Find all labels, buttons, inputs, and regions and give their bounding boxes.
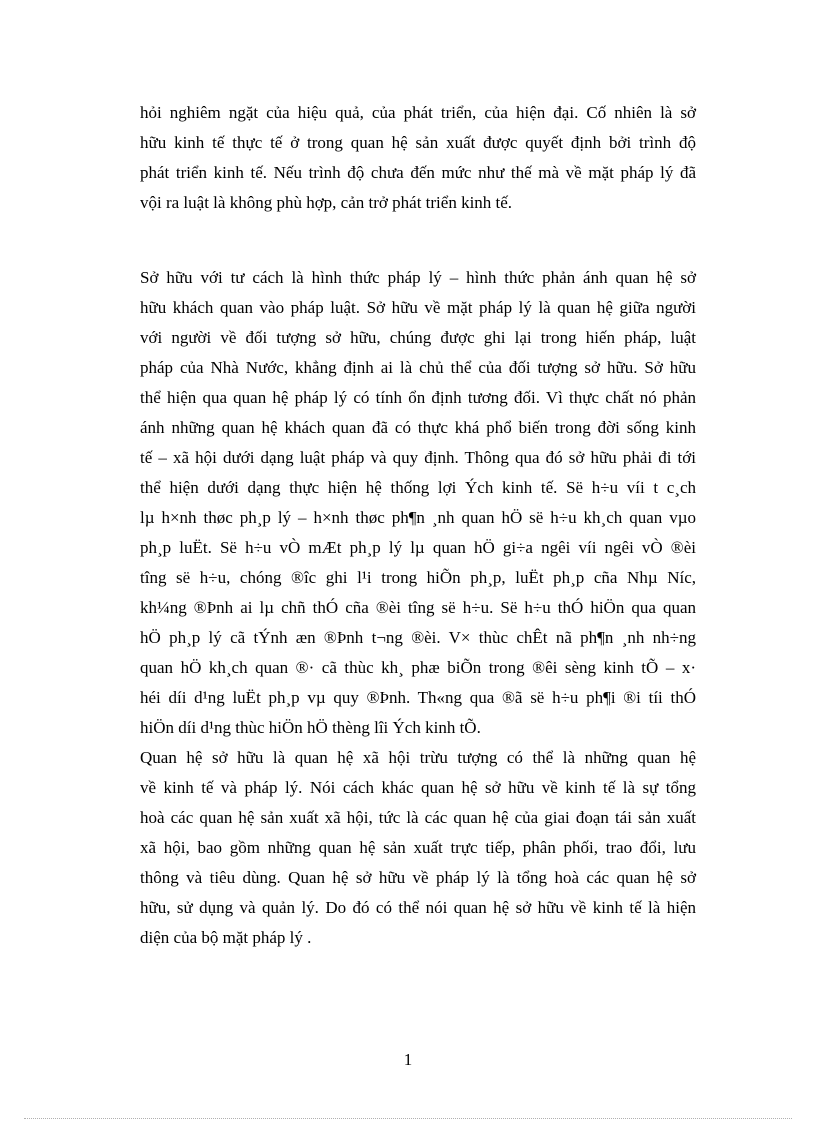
text-line: tîng së h÷u, chóng ®îc ghi l¹i trong hiÕn ph¸p, luËt ph¸p cña Nhµ Níc, xyxy=(140,568,696,587)
text-line: Quan hệ sở hữu là quan hệ xã hội trừu tượng có thể là những quan hệ xyxy=(140,748,696,767)
paragraph-1 xyxy=(140,98,696,218)
text-line: thông và tiêu dùng. Quan hệ sở hữu về pháp lý là tổng hoà các quan hệ sở xyxy=(140,868,696,887)
text-line: hỏi nghiêm ngặt của hiệu quả, của phát triển, của hiện đại. Cố nhiên là sở xyxy=(140,103,696,122)
text-line: thể hiện dưới dạng thực hiện hệ thống lợi Ých kinh tế. Së h÷u víi t c¸ch xyxy=(140,478,696,497)
text-line: Sở hữu với tư cách là hình thức pháp lý – hình thức phản ánh quan hệ sở xyxy=(140,268,696,287)
page-number: 1 xyxy=(403,1050,413,1069)
page-bottom-rule xyxy=(24,1118,792,1119)
text-line: héi díi d¹ng luËt ph¸p vµ quy ®Þnh. Th«ng qua ®ã së h÷u ph¶i ®i tíi thÓ xyxy=(140,688,696,707)
text-line: thể hiện qua quan hệ pháp lý có tính ổn định tương đối. Vì thực chất nó phản xyxy=(140,388,696,407)
text-line: diện của bộ mặt pháp lý . xyxy=(140,928,312,947)
text-line: vội ra luật là không phù hợp, cản trở phát triển kinh tế. xyxy=(140,193,513,212)
text-line: ph¸p luËt. Së h÷u vÒ mÆt ph¸p lý lµ quan hÖ gi÷a ngêi víi ngêi vÒ ®èi xyxy=(140,538,696,557)
text-line: hiÖn díi d¹ng thùc hiÖn hÖ thèng lîi Ých kinh tÕ. xyxy=(140,718,481,737)
text-line: hÖ ph¸p lý cã tÝnh æn ®Þnh t¬ng ®èi. V× thùc chÊt nã ph¶n ¸nh nh÷ng xyxy=(140,628,696,647)
paragraph-2 xyxy=(140,263,696,743)
text-line: ánh những quan hệ khách quan đã có thực khá phổ biến trong đời sống kinh xyxy=(140,418,696,437)
text-line: pháp của Nhà Nước, khẳng định ai là chủ thể của đối tượng sở hữu. Sở hữu xyxy=(140,358,696,377)
text-line: xã hội, bao gồm những quan hệ sản xuất trực tiếp, phân phối, trao đổi, lưu xyxy=(140,838,696,857)
text-line: hữu, sử dụng và quản lý. Do đó có thể nói quan hệ sở hữu về kinh tế là hiện xyxy=(140,898,696,917)
text-line: quan hÖ kh¸ch quan ®· cã thùc kh¸ phæ biÕn trong ®êi sèng kinh tÕ – x· xyxy=(140,658,696,677)
text-line: hoà các quan hệ sản xuất xã hội, tức là các quan hệ của giai đoạn tái sản xuất xyxy=(140,808,696,827)
text-line: tế – xã hội dưới dạng luật pháp và quy định. Thông qua đó sở hữu phải đi tới xyxy=(140,448,696,467)
text-line: về kinh tế và pháp lý. Nói cách khác quan hệ sở hữu về kinh tế là sự tổng xyxy=(140,778,696,797)
text-line: phát triển kinh tế. Nếu trình độ chưa đến mức như thế mà về mặt pháp lý đã xyxy=(140,163,696,182)
text-line: với người về đối tượng sở hữu, chúng được ghi lại trong hiến pháp, luật xyxy=(140,328,696,347)
paragraph-3 xyxy=(140,743,696,953)
text-line: kh¼ng ®Þnh ai lµ chñ thÓ cña ®èi tîng së h÷u. Së h÷u thÓ hiÖn qua quan xyxy=(140,598,696,617)
text-line: hữu kinh tế thực tế ở trong quan hệ sản xuất được quyết định bởi trình độ xyxy=(140,133,696,152)
text-line: lµ h×nh thøc ph¸p lý – h×nh thøc ph¶n ¸nh quan hÖ së h÷u kh¸ch quan vµo xyxy=(140,508,696,527)
text-line: hữu khách quan vào pháp luật. Sở hữu về mặt pháp lý là quan hệ giữa người xyxy=(140,298,696,317)
